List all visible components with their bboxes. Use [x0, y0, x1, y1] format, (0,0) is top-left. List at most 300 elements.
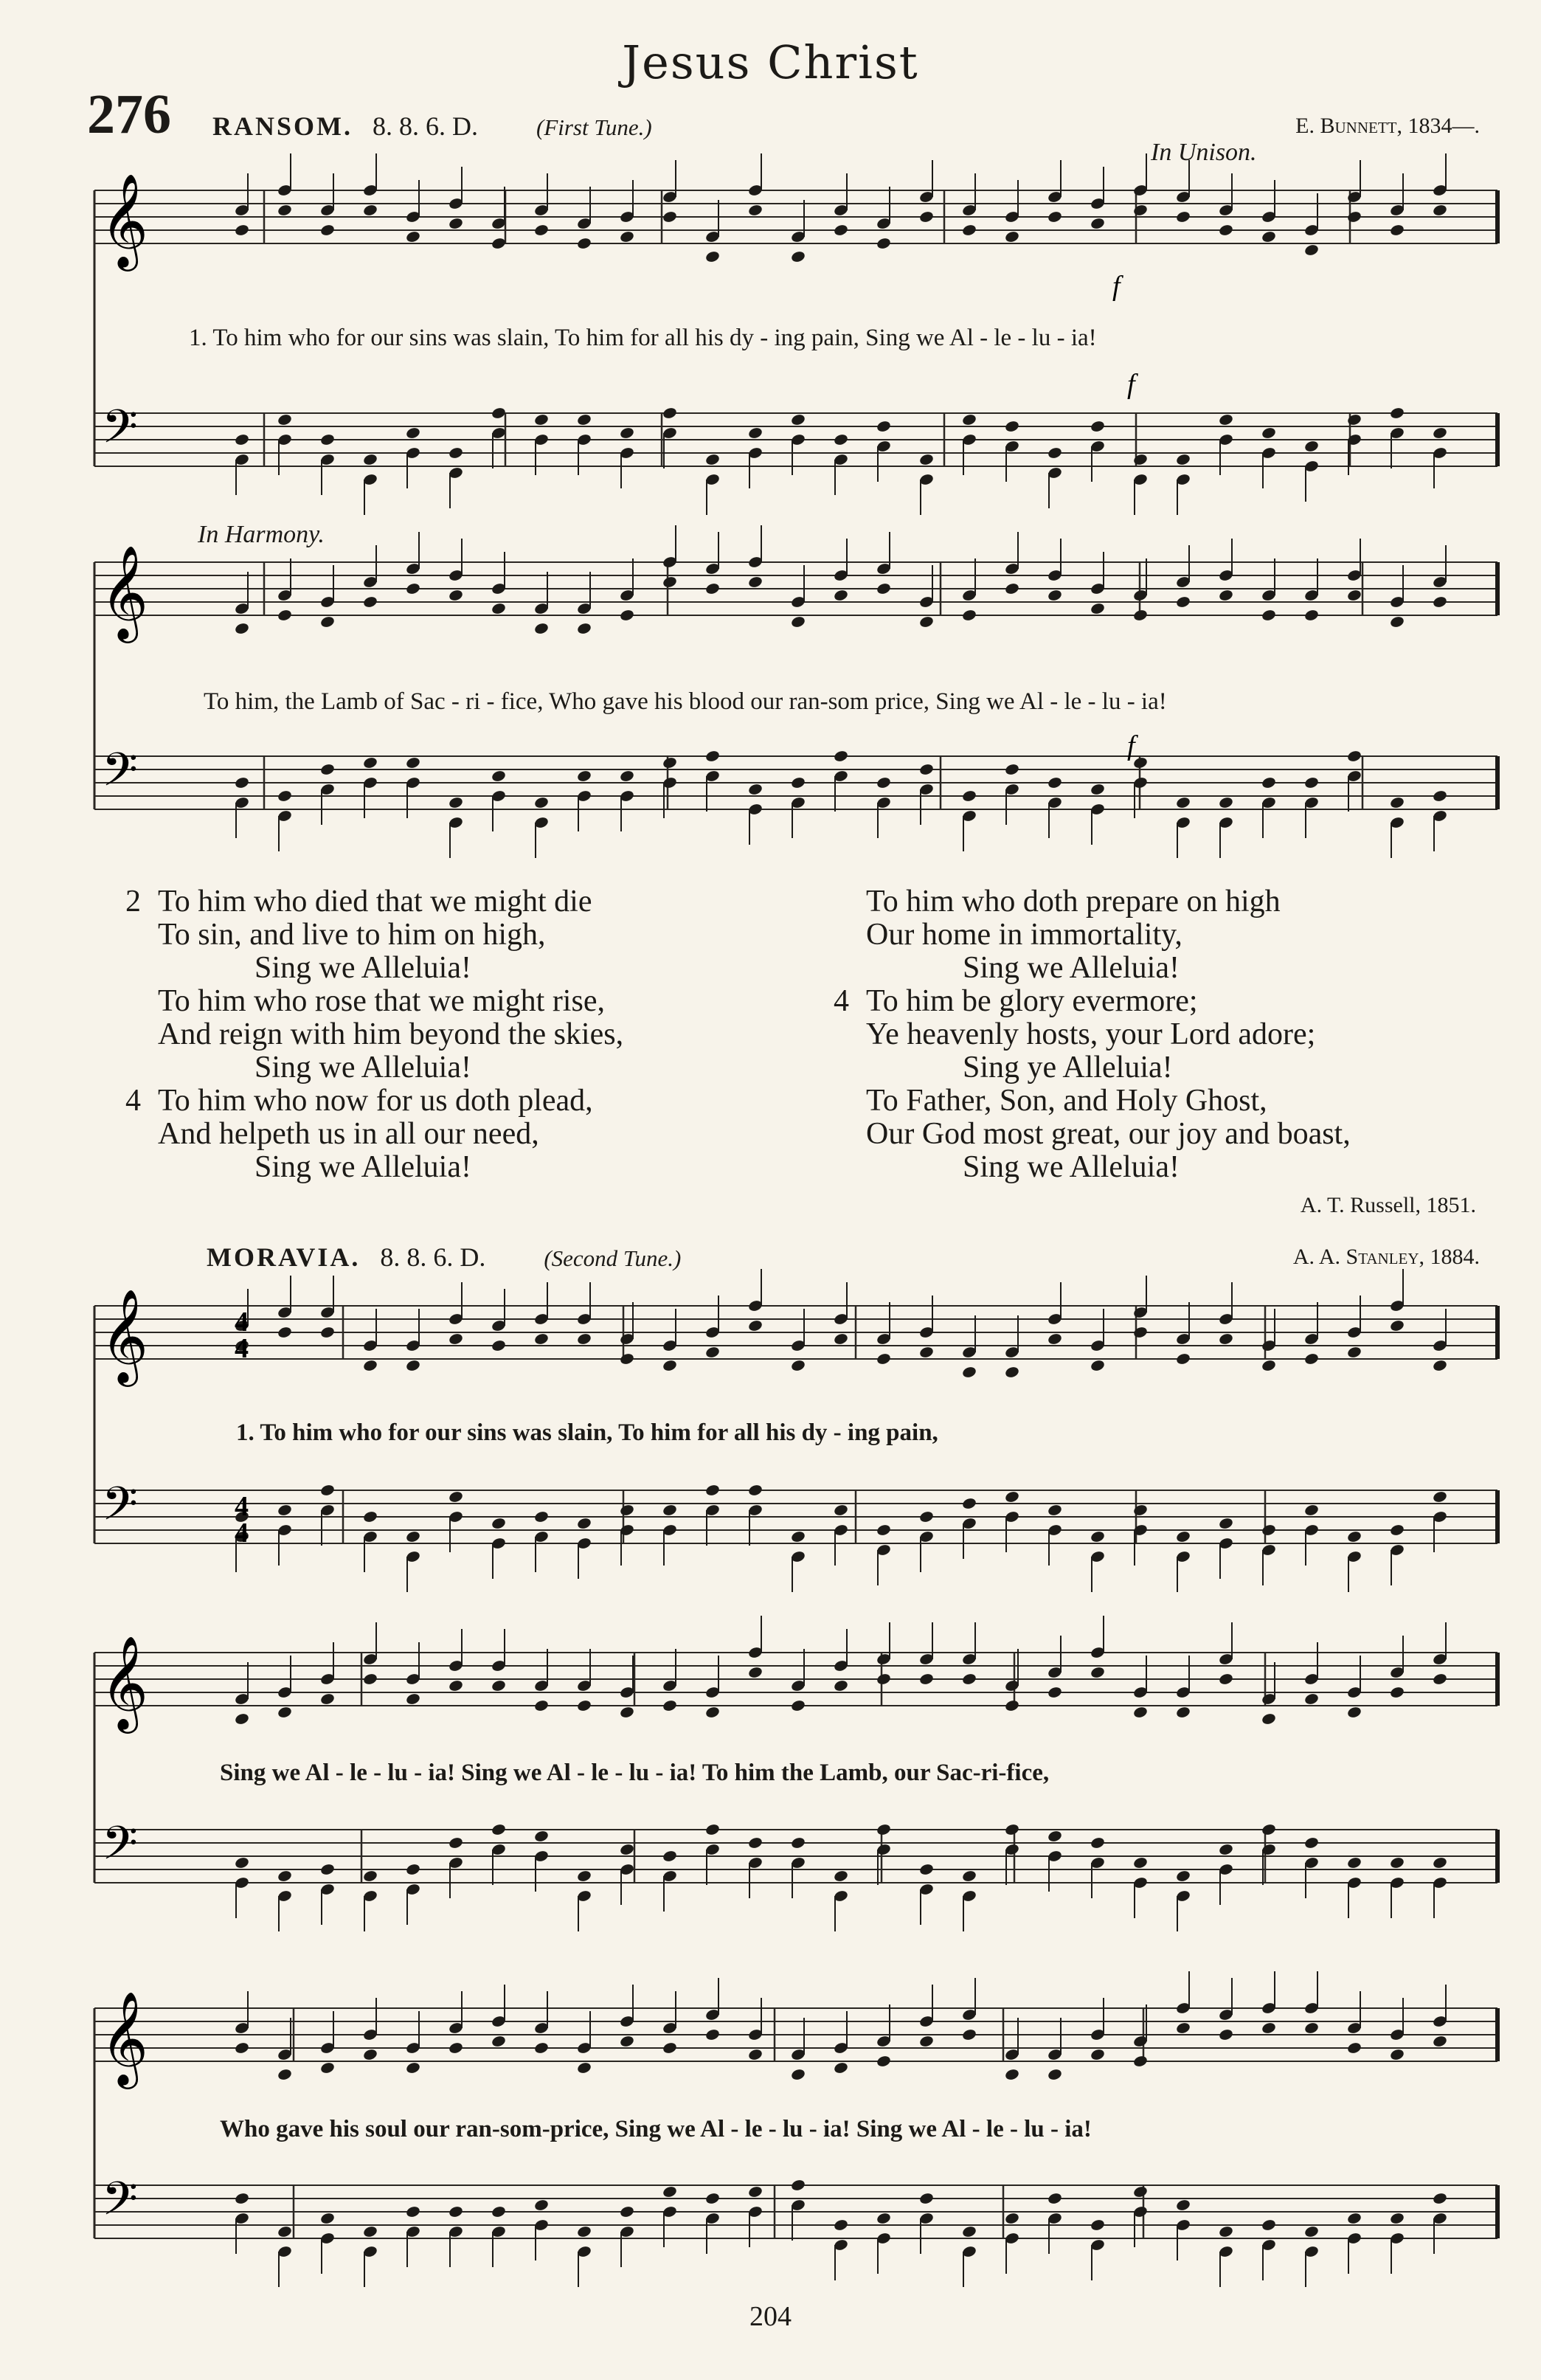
tune1-meter: 8. 8. 6. D.	[373, 111, 478, 141]
verse-number: 2	[125, 885, 141, 919]
note-head	[1047, 2192, 1062, 2205]
note-head	[1132, 2185, 1148, 2199]
note-head	[1175, 1869, 1191, 1883]
verse-text: Sing we Alleluia!	[963, 1150, 1180, 1184]
hymn-number: 276	[87, 83, 171, 145]
note-head	[1346, 210, 1362, 224]
note-head	[1218, 2225, 1233, 2238]
note-head	[405, 2205, 420, 2218]
note-head	[1132, 204, 1148, 217]
verse-text: Sing we Alleluia!	[254, 951, 471, 985]
note-head	[1004, 582, 1019, 595]
note-head	[1303, 1504, 1319, 1517]
note-head	[533, 2041, 549, 2055]
note-head	[319, 1484, 335, 1497]
note-head	[918, 2192, 934, 2205]
note-head	[1261, 609, 1276, 622]
note-head	[1047, 589, 1062, 602]
tune1-lyric-line1: 1. To him who for our sins was slain, To him for all his dy - ing pain, Sing we Al - le - lu - ia!	[189, 325, 1097, 351]
note-head	[833, 1332, 848, 1346]
verse-text: And helpeth us in all our need,	[158, 1117, 539, 1151]
note-head	[1303, 776, 1319, 789]
note-head	[1175, 1352, 1191, 1366]
note-head	[1389, 615, 1405, 629]
note-head	[961, 1366, 977, 1379]
note-head	[876, 2055, 891, 2068]
note-head	[1389, 796, 1405, 809]
note-head	[1261, 1359, 1276, 1372]
note-head	[961, 224, 977, 237]
note-head	[918, 453, 934, 466]
note-head	[876, 1523, 891, 1537]
note-head	[876, 1352, 891, 1366]
note-head	[1432, 426, 1447, 440]
verse-text: Ye heavenly hosts, your Lord adore;	[866, 1017, 1316, 1051]
tune2-lyric-line2: Sing we Al - le - lu - ia! Sing we Al - le - lu - ia! To him the Lamb, our Sac-ri-fice,	[220, 1760, 1050, 1786]
note-head	[234, 1712, 249, 1726]
note-head	[1175, 210, 1191, 224]
note-head	[1218, 796, 1233, 809]
note-head	[961, 1672, 977, 1686]
verse-text: To him be glory evermore;	[866, 984, 1198, 1018]
note-head	[1432, 1359, 1447, 1372]
verse-text: To him who doth prepare on high	[866, 885, 1281, 919]
note-head	[1090, 1836, 1105, 1850]
note-head	[790, 2068, 806, 2081]
note-head	[1047, 1332, 1062, 1346]
note-head	[319, 433, 335, 446]
note-head	[876, 1672, 891, 1686]
note-head	[362, 1869, 378, 1883]
note-head	[1303, 1836, 1319, 1850]
bass-clef-icon: 𝄢	[102, 2171, 138, 2237]
page-number: 204	[749, 2301, 792, 2332]
note-head	[662, 210, 677, 224]
note-head	[747, 426, 763, 440]
note-head	[1175, 1530, 1191, 1543]
dynamic-forte: f	[1127, 730, 1135, 761]
note-head	[747, 204, 763, 217]
tune2-lyric-line1: 1. To him who for our sins was slain, To him for all his dy - ing pain,	[236, 1419, 938, 1446]
note-head	[576, 1517, 592, 1530]
note-head	[1047, 2068, 1062, 2081]
note-head	[1346, 2041, 1362, 2055]
note-head	[234, 622, 249, 635]
note-head	[704, 250, 720, 263]
note-head	[277, 789, 292, 803]
note-head	[1389, 2048, 1405, 2061]
note-head	[533, 1510, 549, 1523]
verse-text: Our God most great, our joy and boast,	[866, 1117, 1351, 1151]
note-head	[961, 1869, 977, 1883]
verse-text: To him who now for us doth plead,	[158, 1084, 593, 1118]
note-head	[704, 2028, 720, 2041]
note-head	[491, 1823, 506, 1836]
tune2-lyric-line3: Who gave his soul our ran-som-price, Sing we Al - le - lu - ia! Sing we Al - le - lu - ia!	[220, 2116, 1092, 2142]
note-head	[1047, 210, 1062, 224]
note-head	[234, 2041, 249, 2055]
note-head	[533, 1830, 549, 1843]
note-head	[619, 1706, 634, 1719]
note-head	[533, 224, 549, 237]
note-head	[405, 2061, 420, 2075]
verse-text: To him who died that we might die	[158, 885, 592, 919]
note-head	[1004, 1366, 1019, 1379]
note-head	[319, 224, 335, 237]
note-head	[619, 1504, 634, 1517]
note-head	[1303, 243, 1319, 257]
note-head	[576, 622, 592, 635]
note-head	[662, 756, 677, 769]
note-head	[918, 615, 934, 629]
note-head	[1090, 1359, 1105, 1372]
note-head	[662, 1699, 677, 1712]
note-head	[1303, 1692, 1319, 1706]
note-head	[1132, 1856, 1148, 1869]
note-head	[448, 217, 463, 230]
note-head	[533, 622, 549, 635]
treble-clef-icon: 𝄞	[100, 1990, 149, 2085]
note-head	[619, 230, 634, 243]
verse-text: Sing ye Alleluia!	[963, 1051, 1173, 1085]
note-head	[918, 1346, 934, 1359]
note-head	[405, 1692, 420, 1706]
treble-clef-icon: 𝄞	[100, 544, 149, 639]
note-head	[704, 582, 720, 595]
note-head	[1389, 2212, 1405, 2225]
note-head	[961, 2028, 977, 2041]
note-head	[790, 1359, 806, 1372]
note-head	[319, 1863, 335, 1876]
verse-text: Our home in immortality,	[866, 918, 1182, 952]
note-head	[405, 756, 420, 769]
note-head	[319, 615, 335, 629]
note-head	[277, 1706, 292, 1719]
note-head	[1389, 1319, 1405, 1332]
note-head	[491, 2035, 506, 2048]
note-head	[576, 237, 592, 250]
note-head	[833, 750, 848, 763]
note-head	[1346, 2212, 1362, 2225]
note-head	[961, 2225, 977, 2238]
note-head	[405, 1530, 420, 1543]
note-head	[405, 426, 420, 440]
note-head	[277, 204, 292, 217]
note-head	[1047, 446, 1062, 460]
note-head	[747, 575, 763, 589]
note-head	[448, 796, 463, 809]
note-head	[1303, 609, 1319, 622]
note-head	[876, 1823, 891, 1836]
bass-clef-icon: 𝄢	[102, 1816, 138, 1881]
note-head	[1346, 1856, 1362, 1869]
note-head	[491, 407, 506, 420]
note-head	[1432, 789, 1447, 803]
note-head	[1389, 224, 1405, 237]
note-head	[704, 750, 720, 763]
note-head	[1090, 783, 1105, 796]
note-head	[619, 426, 634, 440]
note-head	[1004, 763, 1019, 776]
note-head	[1346, 589, 1362, 602]
note-head	[448, 1836, 463, 1850]
note-head	[662, 1504, 677, 1517]
note-head	[1132, 609, 1148, 622]
time-signature-bottom: 4	[235, 1518, 249, 1549]
note-head	[319, 2212, 335, 2225]
note-head	[277, 1504, 292, 1517]
note-head	[1432, 1490, 1447, 1504]
note-head	[1004, 230, 1019, 243]
note-head	[833, 224, 848, 237]
note-head	[918, 1672, 934, 1686]
note-head	[1132, 453, 1148, 466]
note-head	[1090, 420, 1105, 433]
note-head	[1132, 1706, 1148, 1719]
tune1-composer: E. Bunnett, 1834—.	[1295, 114, 1480, 138]
note-head	[961, 609, 977, 622]
note-head	[704, 453, 720, 466]
note-head	[619, 769, 634, 783]
verse-author: A. T. Russell, 1851.	[1300, 1193, 1476, 1217]
note-head	[491, 769, 506, 783]
note-head	[576, 413, 592, 426]
note-head	[448, 1490, 463, 1504]
note-head	[448, 2041, 463, 2055]
note-head	[491, 1679, 506, 1692]
note-head	[277, 2225, 292, 2238]
note-head	[234, 2192, 249, 2205]
note-head	[747, 1319, 763, 1332]
bass-clef-icon: 𝄢	[102, 742, 138, 808]
note-head	[876, 776, 891, 789]
note-head	[662, 1359, 677, 1372]
note-head	[1047, 1830, 1062, 1843]
note-head	[662, 407, 677, 420]
note-head	[619, 609, 634, 622]
note-head	[704, 1484, 720, 1497]
treble-clef-icon: 𝄞	[100, 1635, 149, 1729]
note-head	[790, 2179, 806, 2192]
note-head	[918, 2035, 934, 2048]
note-head	[961, 789, 977, 803]
note-head	[234, 776, 249, 789]
note-head	[362, 756, 378, 769]
dynamic-forte: f	[1112, 271, 1121, 302]
note-head	[747, 2048, 763, 2061]
tune2-note: (Second Tune.)	[544, 1245, 682, 1271]
note-head	[1132, 1504, 1148, 1517]
verse-text: To sin, and live to him on high,	[158, 918, 546, 952]
note-head	[448, 1679, 463, 1692]
note-head	[1090, 602, 1105, 615]
note-head	[704, 2192, 720, 2205]
note-head	[747, 2185, 763, 2199]
verse-number: 4	[834, 984, 849, 1018]
verse-text: Sing we Alleluia!	[254, 1150, 471, 1184]
note-head	[790, 615, 806, 629]
note-head	[277, 1869, 292, 1883]
note-head	[319, 763, 335, 776]
note-head	[1175, 453, 1191, 466]
section-title: Jesus Christ	[622, 35, 919, 89]
note-head	[790, 776, 806, 789]
note-head	[1218, 413, 1233, 426]
note-head	[1261, 776, 1276, 789]
note-head	[1132, 2055, 1148, 2068]
note-head	[405, 1863, 420, 1876]
note-head	[576, 1699, 592, 1712]
note-head	[1389, 1523, 1405, 1537]
note-head	[747, 783, 763, 796]
note-head	[662, 2041, 677, 2055]
note-head	[1004, 420, 1019, 433]
note-head	[1389, 407, 1405, 420]
note-head	[448, 1332, 463, 1346]
note-head	[1303, 1352, 1319, 1366]
note-head	[790, 413, 806, 426]
note-head	[1047, 1504, 1062, 1517]
verse-text: To him who rose that we might rise,	[158, 984, 605, 1018]
note-head	[619, 2205, 634, 2218]
note-head	[1261, 426, 1276, 440]
note-head	[277, 413, 292, 426]
note-head	[1261, 1823, 1276, 1836]
note-head	[234, 224, 249, 237]
note-head	[704, 1823, 720, 1836]
tune2-meter: 8. 8. 6. D.	[380, 1242, 486, 1272]
mark-in-unison: In Unison.	[1151, 139, 1257, 166]
note-head	[833, 2061, 848, 2075]
treble-clef-icon: 𝄞	[100, 173, 149, 267]
note-head	[319, 2061, 335, 2075]
tune2-composer: A. A. Stanley, 1884.	[1292, 1245, 1480, 1269]
note-head	[619, 1352, 634, 1366]
note-head	[918, 763, 934, 776]
note-head	[1004, 1823, 1019, 1836]
mark-in-harmony: In Harmony.	[198, 521, 325, 548]
note-head	[833, 433, 848, 446]
note-head	[876, 2212, 891, 2225]
dynamic-forte: f	[1127, 369, 1135, 400]
note-head	[533, 413, 549, 426]
note-head	[961, 1497, 977, 1510]
note-head	[448, 446, 463, 460]
note-head	[448, 2205, 463, 2218]
note-head	[833, 2218, 848, 2232]
note-head	[362, 2048, 378, 2061]
note-head	[405, 582, 420, 595]
tune1-note: (First Tune.)	[536, 114, 652, 140]
time-signature-bottom: 4	[235, 1333, 249, 1364]
note-head	[1004, 2212, 1019, 2225]
note-head	[405, 1359, 420, 1372]
note-head	[1047, 1686, 1062, 1699]
note-head	[1432, 595, 1447, 609]
note-head	[362, 1672, 378, 1686]
note-head	[491, 237, 506, 250]
note-head	[1218, 1332, 1233, 1346]
verse-text: And reign with him beyond the skies,	[158, 1017, 624, 1051]
note-head	[362, 2225, 378, 2238]
verse-text: Sing we Alleluia!	[963, 951, 1180, 985]
note-head	[1432, 2035, 1447, 2048]
note-head	[491, 1517, 506, 1530]
note-head	[1218, 2028, 1233, 2041]
note-head	[1432, 1856, 1447, 1869]
note-head	[576, 2225, 592, 2238]
note-head	[1090, 1530, 1105, 1543]
time-signature-top: 4	[235, 1491, 249, 1522]
note-head	[405, 230, 420, 243]
note-head	[662, 1850, 677, 1863]
note-head	[1432, 1672, 1447, 1686]
note-head	[448, 589, 463, 602]
note-head	[1090, 2048, 1105, 2061]
note-head	[1175, 1706, 1191, 1719]
note-head	[1389, 1686, 1405, 1699]
note-head	[1175, 2199, 1191, 2212]
bass-clef-icon: 𝄢	[102, 399, 138, 465]
time-signature-top: 4	[235, 1307, 249, 1338]
note-head	[918, 210, 934, 224]
note-head	[1303, 2021, 1319, 2035]
note-head	[533, 796, 549, 809]
note-head	[876, 582, 891, 595]
note-head	[362, 204, 378, 217]
note-head	[1261, 2021, 1276, 2035]
verse-number: 4	[125, 1084, 141, 1118]
tune1-name: RANSOM.	[212, 111, 353, 141]
note-head	[1218, 1517, 1233, 1530]
note-head	[1090, 1666, 1105, 1679]
note-head	[790, 1530, 806, 1543]
verse-text: Sing we Alleluia!	[254, 1051, 471, 1085]
note-head	[1346, 1706, 1362, 1719]
note-head	[319, 1326, 335, 1339]
note-head	[918, 1510, 934, 1523]
note-head	[747, 1484, 763, 1497]
note-head	[704, 1346, 720, 1359]
note-head	[1261, 230, 1276, 243]
note-head	[1432, 2192, 1447, 2205]
note-head	[619, 1843, 634, 1856]
note-head	[1218, 1672, 1233, 1686]
note-head	[1004, 2068, 1019, 2081]
note-head	[1175, 796, 1191, 809]
note-head	[1004, 1490, 1019, 1504]
note-head	[1004, 1699, 1019, 1712]
note-head	[1175, 2021, 1191, 2035]
note-head	[576, 2061, 592, 2075]
note-head	[1175, 595, 1191, 609]
note-head	[619, 2035, 634, 2048]
note-head	[1261, 1712, 1276, 1726]
note-head	[491, 2205, 506, 2218]
note-head	[277, 1326, 292, 1339]
note-head	[1346, 413, 1362, 426]
note-head	[576, 1332, 592, 1346]
note-head	[833, 1869, 848, 1883]
note-head	[1261, 2218, 1276, 2232]
note-head	[1090, 217, 1105, 230]
note-head	[833, 589, 848, 602]
note-head	[1090, 2218, 1105, 2232]
note-head	[747, 1666, 763, 1679]
note-head	[1261, 1523, 1276, 1537]
treble-clef-icon: 𝄞	[100, 1288, 149, 1383]
note-head	[1132, 1326, 1148, 1339]
